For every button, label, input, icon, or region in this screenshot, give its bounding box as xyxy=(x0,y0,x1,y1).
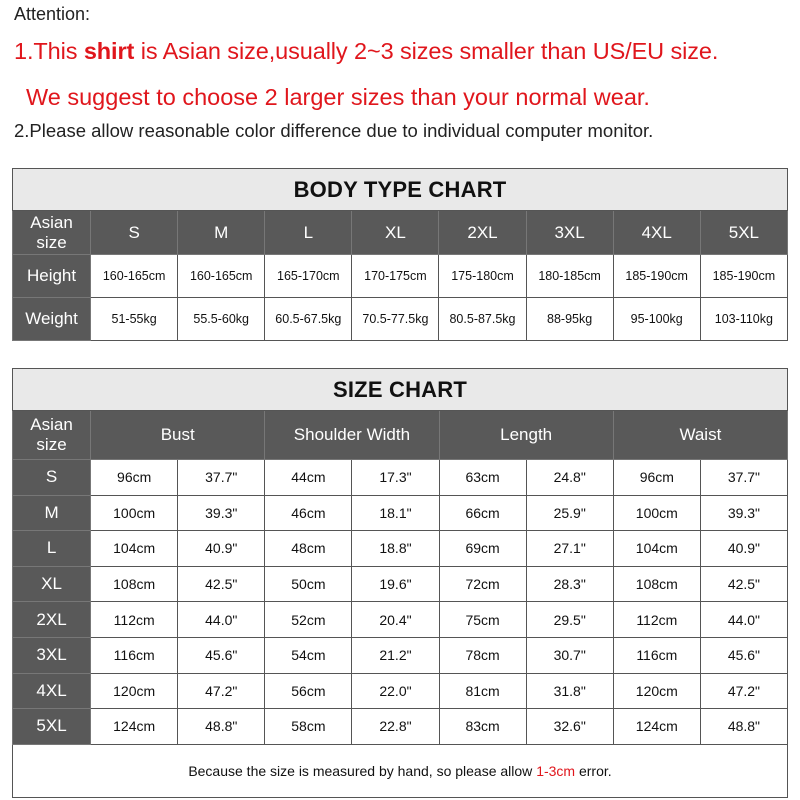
table-cell: 88-95kg xyxy=(526,298,613,341)
size-label: XL xyxy=(13,566,91,602)
table-cell: 44.0" xyxy=(700,602,787,638)
table-cell: 31.8" xyxy=(526,673,613,709)
table-row xyxy=(13,602,788,638)
footnote-prefix: Because the size is measured by hand, so please allow xyxy=(188,762,537,779)
table-cell: 104cm xyxy=(613,531,700,567)
table-cell: 160-165cm xyxy=(178,255,265,298)
body-type-chart xyxy=(12,168,788,341)
table-cell: 124cm xyxy=(613,709,700,745)
warning-suffix: is Asian size,usually 2~3 sizes smaller than US/EU size. xyxy=(134,38,719,64)
table-cell: 100cm xyxy=(613,495,700,531)
row-label: Height xyxy=(13,255,91,298)
table-cell: 50cm xyxy=(265,566,352,602)
table-cell: 40.9" xyxy=(178,531,265,567)
table-cell: 83cm xyxy=(439,709,526,745)
table-cell: 21.2" xyxy=(352,637,439,673)
size-chart xyxy=(12,368,788,798)
table-cell: 56cm xyxy=(265,673,352,709)
table-cell: 22.8" xyxy=(352,709,439,745)
table-cell: 81cm xyxy=(439,673,526,709)
table-cell: 39.3" xyxy=(178,495,265,531)
size-column-header: 4XL xyxy=(613,211,700,255)
size-column-header: 5XL xyxy=(700,211,787,255)
table-cell: 120cm xyxy=(613,673,700,709)
attention-heading: Attention: xyxy=(14,4,91,24)
asian-size-warning xyxy=(14,38,800,65)
table-cell: 48.8" xyxy=(700,709,787,745)
warning-shirt-word: shirt xyxy=(83,38,135,64)
table-cell: 104cm xyxy=(91,531,178,567)
table-cell: 48cm xyxy=(265,531,352,567)
table-cell: 24.8" xyxy=(526,460,613,496)
table-cell: 170-175cm xyxy=(352,255,439,298)
table-cell: 30.7" xyxy=(526,637,613,673)
size-label: 3XL xyxy=(13,637,91,673)
size-label: S xyxy=(13,460,91,496)
table-cell: 108cm xyxy=(91,566,178,602)
table-cell: 48.8" xyxy=(178,709,265,745)
size-chart-title: SIZE CHART xyxy=(13,369,788,411)
table-cell: 180-185cm xyxy=(526,255,613,298)
table-cell: 22.0" xyxy=(352,673,439,709)
table-cell: 17.3" xyxy=(352,460,439,496)
table-cell: 175-180cm xyxy=(439,255,526,298)
table-cell: 52cm xyxy=(265,602,352,638)
table-cell: 120cm xyxy=(91,673,178,709)
asian-size-header: Asian size xyxy=(13,211,91,255)
table-cell: 44.0" xyxy=(178,602,265,638)
table-cell: 58cm xyxy=(265,709,352,745)
table-row xyxy=(13,255,788,298)
size-column-header: L xyxy=(265,211,352,255)
table-cell: 20.4" xyxy=(352,602,439,638)
table-cell: 165-170cm xyxy=(265,255,352,298)
table-cell: 103-110kg xyxy=(700,298,787,341)
table-row xyxy=(13,637,788,673)
table-cell: 78cm xyxy=(439,637,526,673)
size-column-header: XL xyxy=(352,211,439,255)
table-cell: 47.2" xyxy=(700,673,787,709)
table-cell: 54cm xyxy=(265,637,352,673)
table-cell: 75cm xyxy=(439,602,526,638)
table-cell: 46cm xyxy=(265,495,352,531)
measurement-column-header: Bust xyxy=(91,411,265,460)
table-cell: 70.5-77.5kg xyxy=(352,298,439,341)
table-cell: 18.8" xyxy=(352,531,439,567)
table-cell: 116cm xyxy=(613,637,700,673)
table-cell: 44cm xyxy=(265,460,352,496)
table-cell: 55.5-60kg xyxy=(178,298,265,341)
table-cell: 32.6" xyxy=(526,709,613,745)
table-cell: 116cm xyxy=(91,637,178,673)
color-difference-note: 2.Please allow reasonable color difference due to individual computer monitor. xyxy=(14,120,654,141)
size-label: M xyxy=(13,495,91,531)
table-cell: 60.5-67.5kg xyxy=(265,298,352,341)
size-label: 2XL xyxy=(13,602,91,638)
table-cell: 108cm xyxy=(613,566,700,602)
table-cell: 112cm xyxy=(91,602,178,638)
size-column-header: 3XL xyxy=(526,211,613,255)
table-row xyxy=(13,298,788,341)
measurement-column-header: Shoulder Width xyxy=(265,411,439,460)
table-row xyxy=(13,673,788,709)
table-cell: 45.6" xyxy=(178,637,265,673)
table-cell: 95-100kg xyxy=(613,298,700,341)
table-cell: 37.7" xyxy=(178,460,265,496)
size-column-header: M xyxy=(178,211,265,255)
table-cell: 42.5" xyxy=(178,566,265,602)
size-column-header: S xyxy=(91,211,178,255)
footnote-error-range: 1-3cm xyxy=(536,762,576,779)
table-row xyxy=(13,460,788,496)
measurement-footnote xyxy=(13,744,788,797)
table-cell: 47.2" xyxy=(178,673,265,709)
size-label: L xyxy=(13,531,91,567)
table-cell: 37.7" xyxy=(700,460,787,496)
table-cell: 160-165cm xyxy=(91,255,178,298)
table-cell: 124cm xyxy=(91,709,178,745)
row-label: Weight xyxy=(13,298,91,341)
table-cell: 45.6" xyxy=(700,637,787,673)
table-cell: 66cm xyxy=(439,495,526,531)
warning-prefix: 1.This xyxy=(14,38,84,64)
size-suggestion: We suggest to choose 2 larger sizes than your normal wear. xyxy=(26,84,650,110)
table-row xyxy=(13,709,788,745)
table-cell: 96cm xyxy=(91,460,178,496)
table-cell: 28.3" xyxy=(526,566,613,602)
table-row xyxy=(13,531,788,567)
table-cell: 19.6" xyxy=(352,566,439,602)
asian-size-header: Asian size xyxy=(13,411,91,460)
table-cell: 42.5" xyxy=(700,566,787,602)
table-cell: 185-190cm xyxy=(613,255,700,298)
table-cell: 112cm xyxy=(613,602,700,638)
measurement-column-header: Length xyxy=(439,411,613,460)
table-cell: 29.5" xyxy=(526,602,613,638)
table-cell: 96cm xyxy=(613,460,700,496)
table-cell: 18.1" xyxy=(352,495,439,531)
table-cell: 63cm xyxy=(439,460,526,496)
table-cell: 27.1" xyxy=(526,531,613,567)
body-chart-title: BODY TYPE CHART xyxy=(13,169,788,211)
size-label: 4XL xyxy=(13,673,91,709)
table-row xyxy=(13,566,788,602)
table-cell: 40.9" xyxy=(700,531,787,567)
table-cell: 100cm xyxy=(91,495,178,531)
table-cell: 25.9" xyxy=(526,495,613,531)
table-cell: 39.3" xyxy=(700,495,787,531)
table-cell: 80.5-87.5kg xyxy=(439,298,526,341)
measurement-column-header: Waist xyxy=(613,411,787,460)
size-label: 5XL xyxy=(13,709,91,745)
table-cell: 69cm xyxy=(439,531,526,567)
table-cell: 72cm xyxy=(439,566,526,602)
size-column-header: 2XL xyxy=(439,211,526,255)
table-cell: 51-55kg xyxy=(91,298,178,341)
table-cell: 185-190cm xyxy=(700,255,787,298)
footnote-suffix: error. xyxy=(575,762,612,779)
table-row xyxy=(13,495,788,531)
